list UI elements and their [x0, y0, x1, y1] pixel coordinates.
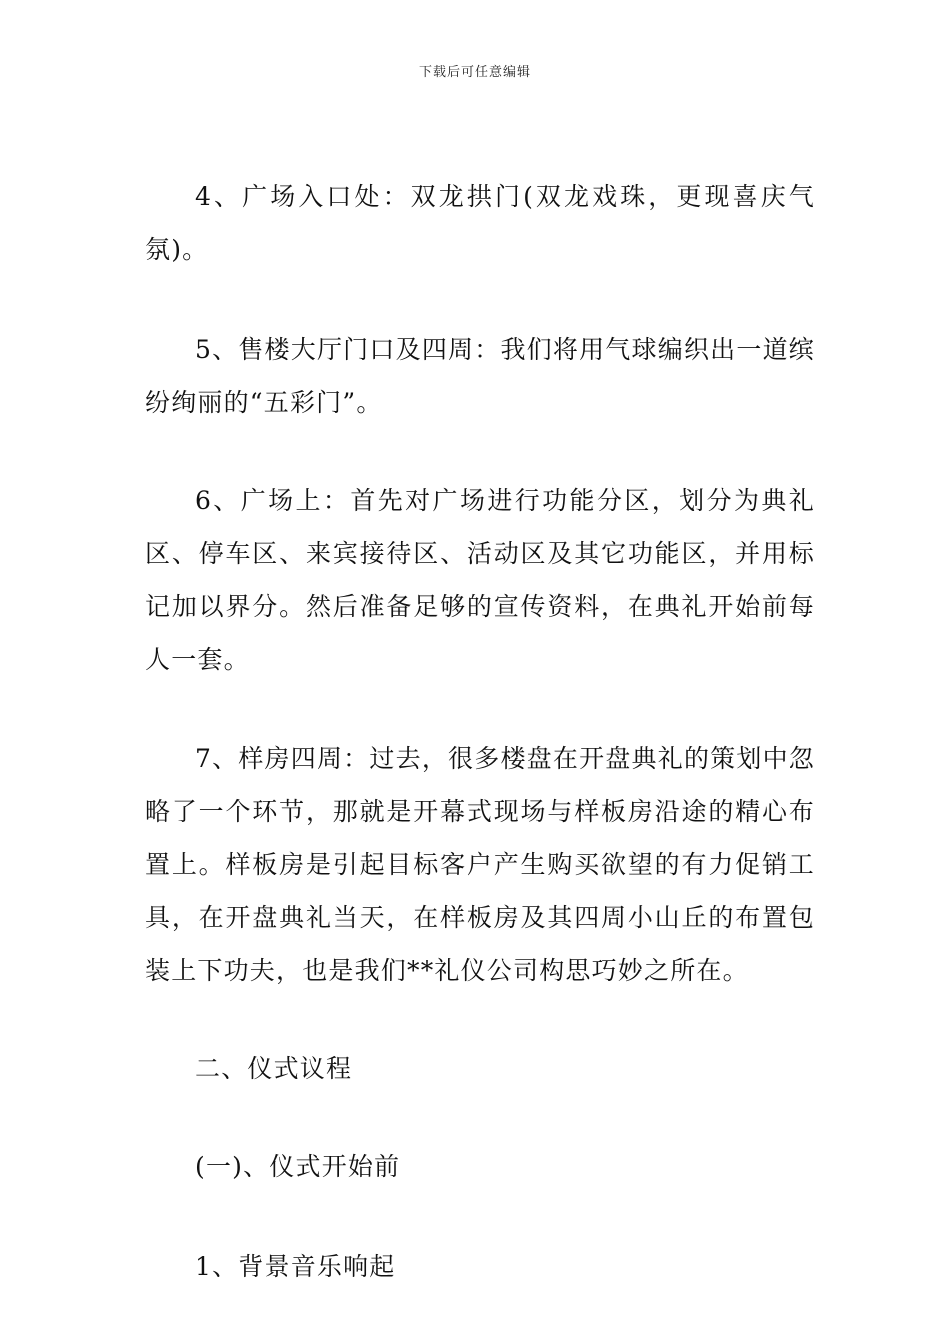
paragraph-item-4: 4、广场入口处：双龙拱门(双龙戏珠，更现喜庆气氛)。 [145, 182, 815, 264]
paragraph-item-5: 5、售楼大厅门口及四周：我们将用气球编织出一道缤纷绚丽的“五彩门”。 [145, 335, 815, 417]
subsection-heading-before-ceremony: (一)、仪式开始前 [195, 1152, 401, 1181]
page-header-note: 下载后可任意编辑 [418, 65, 531, 80]
section-heading-ceremony-agenda: 二、仪式议程 [195, 1054, 353, 1083]
list-item-background-music: 1、背景音乐响起 [195, 1252, 396, 1281]
paragraph-item-6: 6、广场上：首先对广场进行功能分区，划分为典礼区、停车区、来宾接待区、活动区及其它功能区，并用标记加以界分。然后准备足够的宣传资料，在典礼开始前每人一套。 [145, 486, 815, 674]
document-body [145, 170, 815, 1293]
paragraph-item-7: 7、样房四周：过去，很多楼盘在开盘典礼的策划中忽略了一个环节，那就是开幕式现场与样板房沿途的精心布置上。样板房是引起目标客户产生购买欲望的有力促销工具，在开盘典礼当天，在样板房及其四周小山丘的布置包装上下功夫，也是我们**礼仪公司构思巧妙之所在。 [145, 744, 815, 985]
